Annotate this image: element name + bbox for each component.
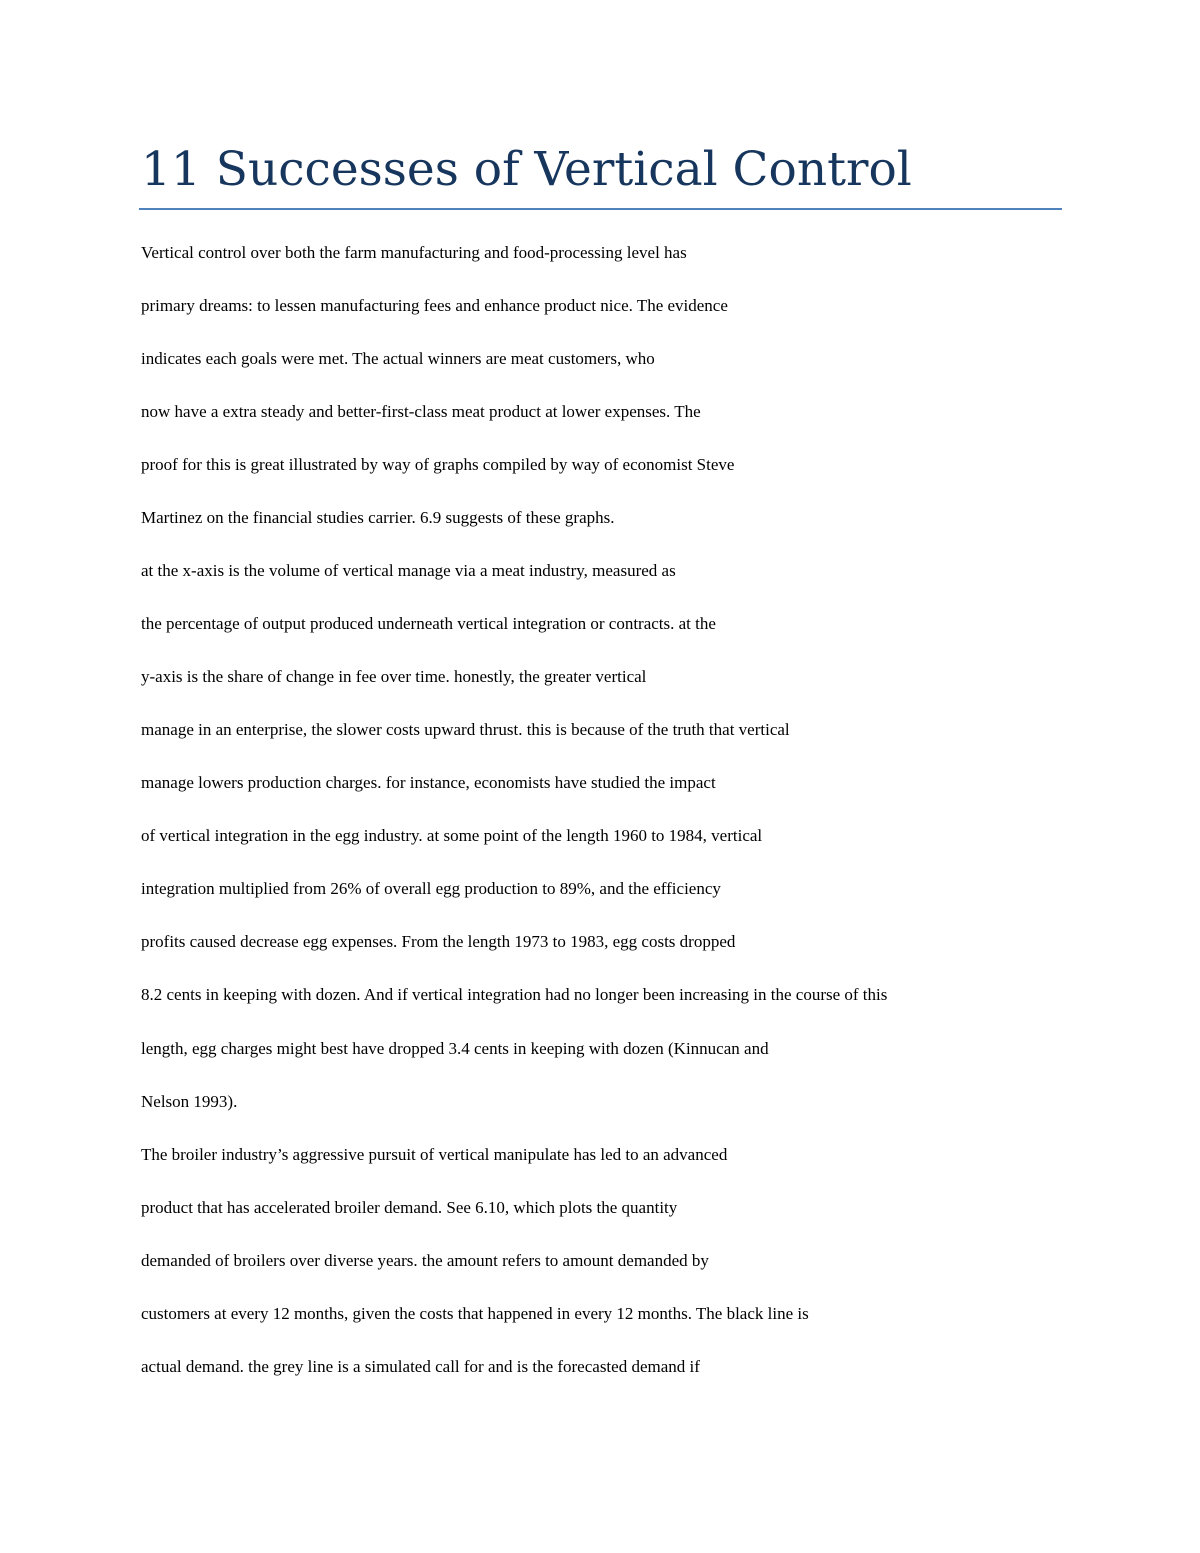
body-line: The broiler industry’s aggressive pursuit of vertical manipulate has led to an advanced (141, 1145, 728, 1164)
body-line: now have a extra steady and better-first-class meat product at lower expenses. The (141, 402, 701, 421)
body-line: manage in an enterprise, the slower costs upward thrust. this is because of the truth that vertical (141, 720, 790, 739)
body-line: Nelson 1993). (141, 1092, 238, 1111)
body-line: at the x-axis is the volume of vertical manage via a meat industry, measured as (141, 561, 676, 580)
body-line: length, egg charges might best have dropped 3.4 cents in keeping with dozen (Kinnucan and (141, 1039, 769, 1058)
body-line: Vertical control over both the farm manufacturing and food-processing level has (141, 243, 687, 262)
body-line: of vertical integration in the egg industry. at some point of the length 1960 to 1984, vertical (141, 826, 763, 845)
body-line: demanded of broilers over diverse years. the amount refers to amount demanded by (141, 1251, 709, 1270)
body-line: product that has accelerated broiler demand. See 6.10, which plots the quantity (141, 1198, 678, 1217)
body-line: indicates each goals were met. The actual winners are meat customers, who (141, 349, 655, 368)
document-title: 11 Successes of Vertical Control (141, 142, 912, 197)
body-line: proof for this is great illustrated by way of graphs compiled by way of economist Steve (141, 455, 735, 474)
body-line: profits caused decrease egg expenses. From the length 1973 to 1983, egg costs dropped (141, 932, 736, 951)
body-line: the percentage of output produced underneath vertical integration or contracts. at the (141, 614, 716, 633)
body-line: customers at every 12 months, given the costs that happened in every 12 months. The black line is (141, 1304, 809, 1323)
body-line: Martinez on the financial studies carrier. 6.9 suggests of these graphs. (141, 508, 615, 527)
body-line: manage lowers production charges. for instance, economists have studied the impact (141, 773, 716, 792)
body-line: primary dreams: to lessen manufacturing fees and enhance product nice. The evidence (141, 296, 728, 315)
body-line: y-axis is the share of change in fee over time. honestly, the greater vertical (141, 667, 647, 686)
title-underline (139, 208, 1062, 210)
body-line: integration multiplied from 26% of overall egg production to 89%, and the efficiency (141, 879, 721, 898)
body-line: 8.2 cents in keeping with dozen. And if vertical integration had no longer been increasing in the course of this (141, 985, 888, 1004)
body-line: actual demand. the grey line is a simulated call for and is the forecasted demand if (141, 1357, 700, 1376)
